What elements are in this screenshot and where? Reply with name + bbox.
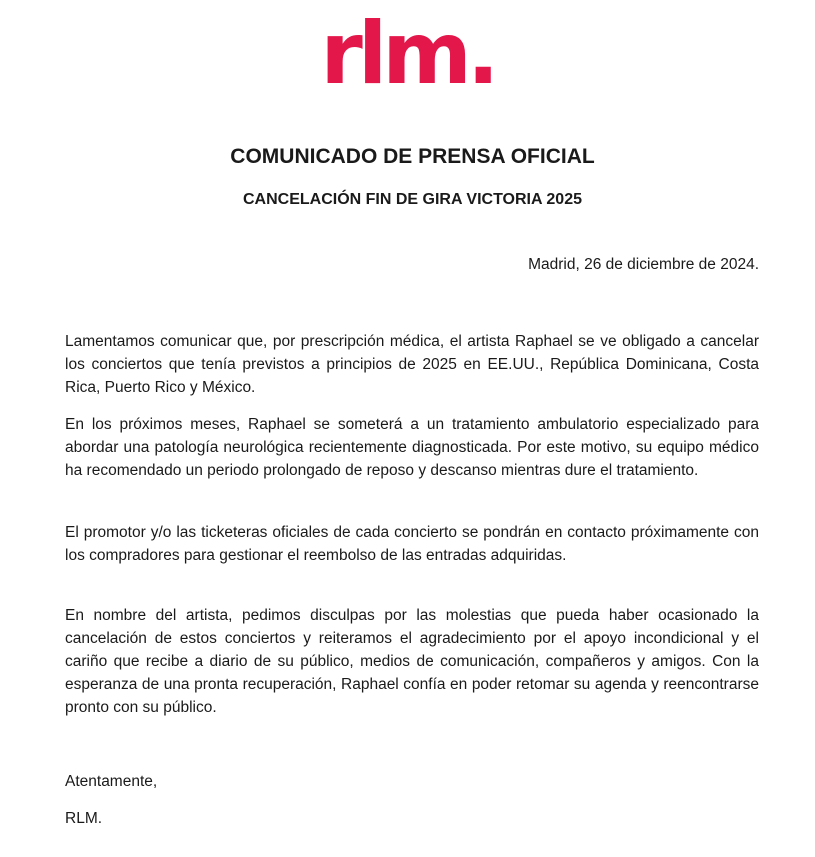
closing-line: Atentamente, [65,773,158,790]
paragraph-4: En nombre del artista, pedimos disculpas por las molestias que pueda haber ocasionado la cancelación de estos conciertos y reiteramos el agradecimiento por el apoyo incondicional y el cariño que recibe a diario de su público, medios de comunicación, compañeros y amigos. Con la esperanza de una pronta recuperación, Raphael confía en poder retomar su agenda y reencontrarse pronto con su público. [65,607,759,716]
signature: RLM. [65,810,103,827]
paragraph-3: El promotor y/o las ticketeras oficiales de cada concierto se pondrán en contacto próximamente con los compradores para gestionar el reembolso de las entradas adquiridas. [65,524,759,564]
page-subtitle: CANCELACIÓN FIN DE GIRA VICTORIA 2025 [242,191,582,208]
paragraph-1: Lamentamos comunicar que, por prescripción médica, el artista Raphael se ve obligado a cancelar los conciertos que tenía previstos a principios de 2025 en EE.UU., República Dominicana, Costa Rica, Puerto Rico y México. [65,333,759,396]
paragraph-2: En los próximos meses, Raphael se someterá a un tratamiento ambulatorio especializado para abordar una patología neurológica recientemente diagnosticada. Por este motivo, su equipo médico ha recomendado un periodo prolongado de reposo y descanso mientras dure el tratamiento. [65,416,759,479]
page-title: COMUNICADO DE PRENSA OFICIAL [230,145,595,168]
rlm-logo: rlm. [320,4,495,104]
date-line: Madrid, 26 de diciembre de 2024. [528,256,759,273]
